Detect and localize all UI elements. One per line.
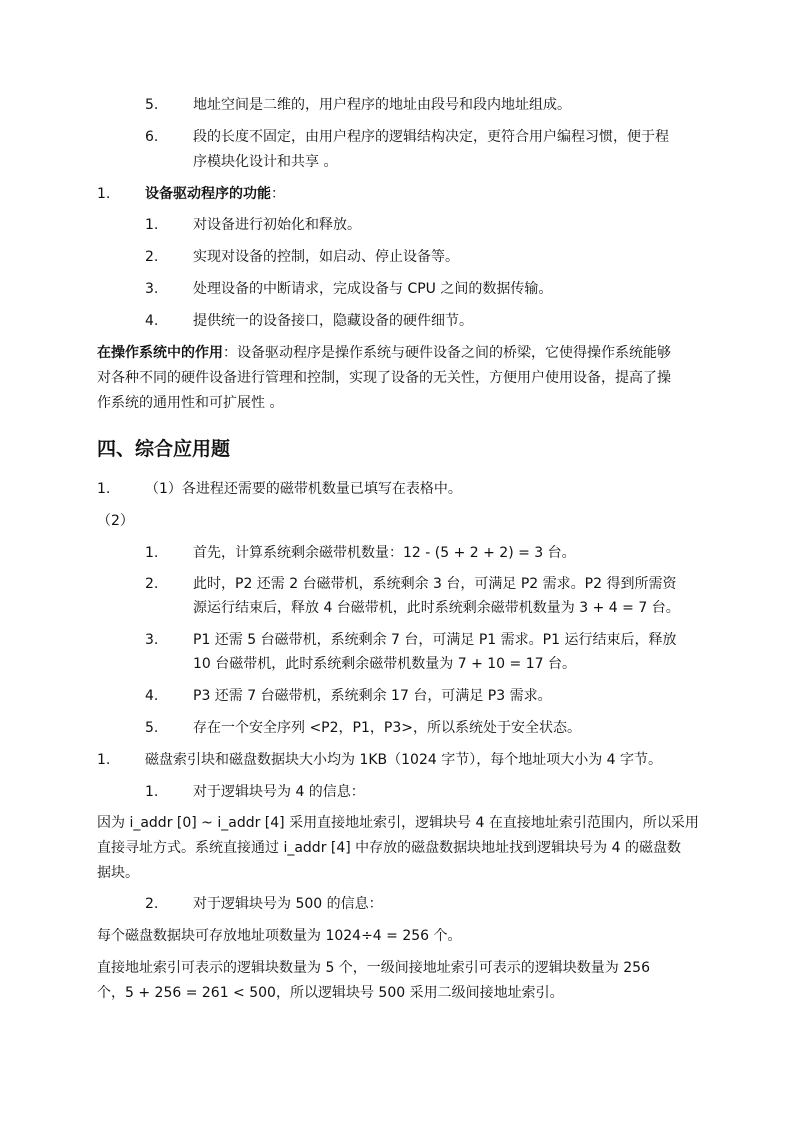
list-number: 5. <box>145 97 159 113</box>
list-item-text: 存在一个安全序列 <P2，P1，P3>，所以系统处于安全状态。 <box>193 720 581 736</box>
list-number: 3. <box>145 281 159 297</box>
list-number: 6. <box>145 129 159 145</box>
role-paragraph-line: 作系统的通用性和可扩展性 。 <box>97 395 284 411</box>
sub-question-label: （2） <box>97 513 134 529</box>
list-item-text: 首先，计算系统剩余磁带机数量：12 - (5 + 2 + 2) = 3 台。 <box>193 545 576 561</box>
list-number: 2. <box>145 896 159 912</box>
list-number: 1. <box>145 217 159 233</box>
list-item-text: 实现对设备的控制，如启动、停止设备等。 <box>193 249 459 265</box>
paragraph-line: 个，5 + 256 = 261 < 500，所以逻辑块号 500 采用二级间接地址索引。 <box>97 985 564 1001</box>
question-number: 1. <box>97 481 111 497</box>
question-text: 磁盘索引块和磁盘数据块大小均为 1KB（1024 字节），每个地址项大小为 4 字节。 <box>145 752 663 768</box>
list-item-text: 对于逻辑块号为 500 的信息： <box>193 896 383 912</box>
list-number: 3. <box>145 632 159 648</box>
list-item-text: 序模块化设计和共享 。 <box>193 154 338 170</box>
list-item-text: 源运行结束后，释放 4 台磁带机，此时系统剩余磁带机数量为 3 + 4 = 7 台。 <box>193 600 680 616</box>
list-item-text: 对设备进行初始化和释放。 <box>193 217 361 233</box>
paragraph-line: 因为 i_addr [0] ~ i_addr [4] 采用直接地址索引，逻辑块号 4 在直接地址索引范围内，所以采用 <box>97 815 699 831</box>
paragraph-line: 直接地址索引可表示的逻辑块数量为 5 个，一级间接地址索引可表示的逻辑块数量为 256 <box>97 960 650 976</box>
list-item-text: 提供统一的设备接口，隐藏设备的硬件细节。 <box>193 313 473 329</box>
role-colon: ： <box>223 345 237 361</box>
list-number: 4. <box>145 688 159 704</box>
section-title-text: 设备驱动程序的功能 <box>145 186 271 202</box>
role-text: 设备驱动程序是操作系统与硬件设备之间的桥梁，它使得操作系统能够 <box>237 345 671 361</box>
list-item-text: 段的长度不固定，由用户程序的逻辑结构决定，更符合用户编程习惯，便于程 <box>193 129 669 145</box>
list-item-text: 处理设备的中断请求，完成设备与 CPU 之间的数据传输。 <box>193 281 553 297</box>
list-number: 2. <box>145 249 159 265</box>
section-number: 1. <box>97 186 111 202</box>
list-item-text: P1 还需 5 台磁带机，系统剩余 7 台，可满足 P1 需求。P1 运行结束后，释放 <box>193 632 677 648</box>
role-label: 在操作系统中的作用 <box>97 345 223 361</box>
question-text: （1）各进程还需要的磁带机数量已填写在表格中。 <box>145 481 462 497</box>
role-paragraph-line <box>97 343 671 363</box>
section-heading: 四、综合应用题 <box>97 438 231 460</box>
paragraph-line: 直接寻址方式。系统直接通过 i_addr [4] 中存放的磁盘数据块地址找到逻辑块号为 4 的磁盘数 <box>97 840 681 856</box>
role-paragraph-line: 对各种不同的硬件设备进行管理和控制，实现了设备的无关性，方便用户使用设备，提高了操 <box>97 370 671 386</box>
list-item-text: 此时，P2 还需 2 台磁带机，系统剩余 3 台，可满足 P2 需求。P2 得到所需资 <box>193 576 677 592</box>
paragraph-line: 每个磁盘数据块可存放地址项数量为 1024÷4 = 256 个。 <box>97 928 462 944</box>
list-item-text: P3 还需 7 台磁带机，系统剩余 17 台，可满足 P3 需求。 <box>193 688 552 704</box>
section-title <box>145 184 285 204</box>
list-number: 1. <box>145 545 159 561</box>
question-number: 1. <box>97 752 111 768</box>
list-item-text: 10 台磁带机，此时系统剩余磁带机数量为 7 + 10 = 17 台。 <box>193 656 576 672</box>
list-number: 2. <box>145 576 159 592</box>
section-title-colon: ： <box>271 186 285 202</box>
list-item-text: 对于逻辑块号为 4 的信息： <box>193 784 365 800</box>
list-item-text: 地址空间是二维的，用户程序的地址由段号和段内地址组成。 <box>193 97 571 113</box>
list-number: 4. <box>145 313 159 329</box>
paragraph-line: 据块。 <box>97 865 139 881</box>
list-number: 5. <box>145 720 159 736</box>
list-number: 1. <box>145 784 159 800</box>
